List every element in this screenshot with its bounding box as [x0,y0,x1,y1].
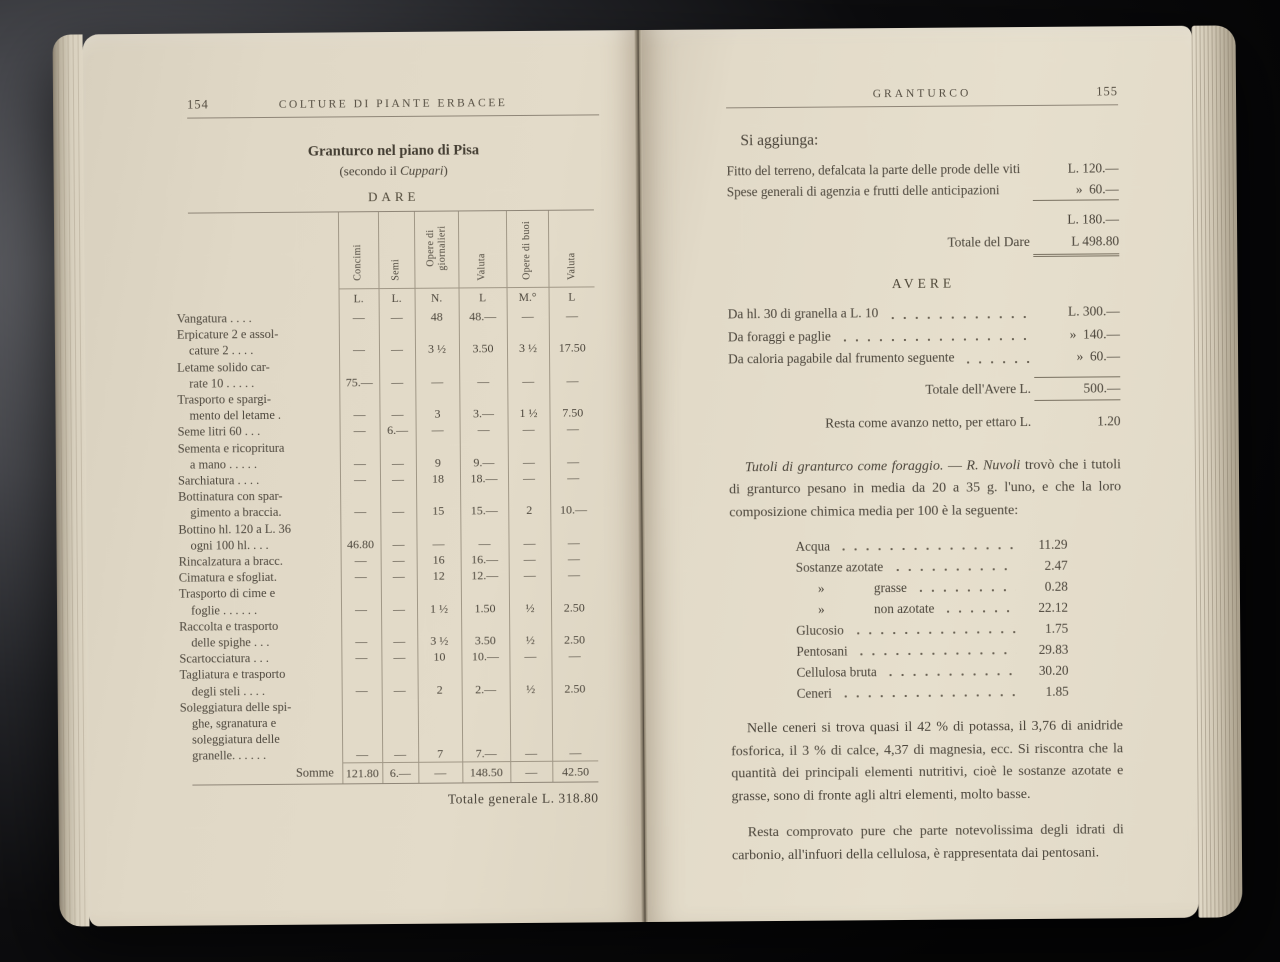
table-cell: 15.— [460,486,508,519]
table-cell: — [340,471,380,488]
resta-label: Resta come avanzo netto, per ettaro L. [825,413,1035,431]
table-cell: — [550,421,596,438]
left-running-title: COLTURE DI PIANTE ERBACEE [278,97,508,111]
row-label: Erpicature 2 e assol- cature 2 . . . . [176,327,279,359]
composition-label: Glucosio [796,622,844,638]
dot-leader [885,660,1017,682]
table-cell: 1 ½ [417,584,461,617]
composition-item [796,597,1068,620]
table-cell: — [341,568,381,585]
table-cell: 3 ½ [415,325,459,358]
table-cell: — [341,585,381,618]
totale-avere-amount: 500.— [1034,376,1120,401]
table-cell: 75.— [339,358,379,391]
addition-amount: L. 120.— [1067,160,1119,176]
avere-label: Da foraggi e paglie [727,328,831,344]
unit-empty [189,289,339,311]
composition-value: 22.12 [1038,599,1069,615]
table-cell: 10.— [461,648,509,665]
table-row [189,356,595,392]
dare-table [176,209,598,785]
somme-cell: — [510,761,552,782]
row-label: Cimatura e sfogliat. [178,570,277,585]
composition-label: Acqua [795,538,831,554]
left-running-header [187,94,599,112]
table-cell: 3.— [459,389,507,422]
table-cell: — [380,438,416,471]
subtitle-close: ) [443,162,448,178]
row-label: Sarchiatura . . . . [177,473,260,488]
composition-item [795,534,1067,557]
table-cell: — [340,423,380,440]
somme-cell: 121.80 [342,763,382,784]
avere-amount: L. 300.— [1067,303,1120,319]
composition-item [797,681,1069,704]
composition-label: non azotate [873,600,935,617]
table-cell: 48.— [459,308,507,325]
composition-value: 30.20 [1038,662,1069,678]
table-cell: — [341,617,381,650]
composition-item [796,639,1068,662]
page-edge-stack-right [1191,25,1242,917]
avere-label: Da caloria pagabile dal frumento seguente [728,349,955,367]
table-cell: — [379,357,415,390]
table-cell: 2.— [461,665,509,698]
table-cell: — [550,518,596,551]
table-cell: — [381,665,417,698]
table-cell: — [340,487,380,520]
table-cell: — [416,519,460,552]
table-cell: — [507,308,549,325]
totale-generale: Totale generale L. 318.80 [447,790,599,807]
table-cell: — [549,356,595,389]
table-cell: 18 [416,471,460,488]
table-cell: 7.50 [549,388,595,421]
col-label: Concimi [352,244,364,282]
table-cell: — [381,649,417,665]
header-rule [187,114,599,118]
additions-sum-line [727,208,1119,233]
table-cell: — [507,356,549,389]
dot-leader [915,576,1016,598]
composition-label: Ceneri [796,685,832,701]
table-cell: — [379,325,415,358]
tutoli-dash: — [943,457,967,474]
table-cell: 10 [417,649,461,666]
avere-list [728,300,1121,371]
table-cell: 16.— [461,551,509,568]
table-cell: — [339,390,379,423]
composition-label: grasse [873,579,907,596]
addition-amount: » 60.— [1033,178,1119,201]
avere-line [728,345,1120,371]
row-label: Bottinatura con spar- gimento a braccia. [178,489,283,521]
table-cell: — [380,487,416,520]
avere-line [728,323,1120,349]
table-cell: 3 [415,389,459,422]
table-row [189,388,595,424]
table-cell: — [379,309,415,325]
addition-label: Fitto del terreno, defalcata la parte delle prode delle viti [726,161,1021,179]
dot-leader [840,681,1017,703]
totale-avere-line [728,376,1120,403]
composition-list [795,534,1068,704]
resta-line [729,410,1121,435]
table-cell: — [380,519,416,552]
table-cell: — [340,439,380,472]
unit-cell: M.° [507,287,549,308]
dot-leader [891,555,1016,577]
table-cell: 1 ½ [507,389,549,422]
col-head-opere-buoi [506,210,549,287]
composition-value: 2.47 [1044,557,1068,573]
composition-value: 11.29 [1038,536,1068,552]
table-cell: 10.— [550,486,596,519]
tutoli-lead: Tutoli di granturco come foraggio. [744,458,944,475]
table-row [192,696,598,764]
row-label: Tagliatura e trasporto degli steli . . . . [179,667,286,699]
col-label: Opere di buoi [521,221,533,280]
col-label: Semi [390,259,402,282]
avere-amount: » 60.— [1076,348,1121,364]
table-row [189,324,595,360]
row-label: Scartocciatura . . . [179,651,269,666]
table-cell: — [508,421,550,438]
table-cell: — [379,390,415,423]
col-head-semi [378,211,415,288]
totale-dare-label: Totale del Dare [947,233,1034,250]
left-page [83,30,642,926]
left-page-number: 154 [187,97,209,112]
table-cell: — [339,325,379,358]
table-row [191,583,597,619]
composition-item [796,618,1068,641]
additions-sum-block [727,208,1119,259]
table-cell: — [510,697,553,762]
tutoli-rest: trovò che i tutoli di granturco pesano in media da 20 a 35 g. l'uno, e che la loro composizione chimica media per 100 è la seguente: [729,456,1122,520]
additions-sum-amount: L. 180.— [1067,211,1120,227]
col-label: Opere di giornalieri [424,225,448,271]
addition-line [727,178,1119,203]
addition-label: Spese generali di agenzia e frutti delle anticipazioni [726,182,1000,200]
composition-label: Pentosani [796,643,848,659]
col-head-concimi [338,212,379,289]
dot-leader [886,301,1032,325]
header-rule [726,104,1118,108]
totale-dare-line [727,230,1119,259]
table-cell: — [459,357,507,390]
table-cell: 12.— [461,567,509,584]
table-cell: 2.50 [551,615,597,648]
ditto-mark: » [817,601,825,617]
right-running-title: GRANTURCO [872,87,972,101]
somme-cell: 6.— [382,762,418,783]
table-cell: — [508,470,550,487]
table-cell: — [551,550,597,567]
col-head-valuta-1 [458,211,507,288]
row-label: Seme litri 60 . . . [177,424,261,440]
composition-item [796,576,1068,599]
unit-cell: L. [339,289,379,310]
composition-item [796,660,1068,683]
open-book [53,25,1243,926]
table-cell: — [380,471,416,487]
table-cell: 9.— [460,438,508,471]
composition-label: Sostanze azotate [795,559,884,575]
table-cell: — [415,357,459,390]
table-row [190,518,596,554]
table-cell: 18.— [460,470,508,487]
table-cell: ½ [509,664,551,697]
table-cell: ½ [509,616,551,649]
table-cell: — [509,567,551,584]
composition-value: 1.85 [1045,683,1069,699]
tutoli-author: R. Nuvoli [966,457,1021,473]
table-cell: 3.50 [459,324,507,357]
table-cell: 1.50 [461,584,509,617]
table-cell: — [551,648,597,665]
somme-cell: 42.50 [552,761,598,782]
table-header-row [188,210,595,290]
resta-amount: 1.20 [1097,412,1121,428]
table-cell: — [552,696,599,761]
pentosani-paragraph: Resta comprovato pure che parte notevolissima degli idrati di carbonio, all'infuori della cellulosa, è rappresentata dai pentosani. [731,822,1124,863]
table-cell: — [342,698,383,763]
col-head-opere-giornalieri [414,211,459,288]
table-cell: — [381,617,417,650]
table-cell: — [381,568,417,584]
table-cell: — [381,552,417,568]
somme-cell: 148.50 [462,762,510,783]
table-cell: — [550,437,596,470]
table-cell: 2.50 [551,664,597,697]
composition-label: Cellulosa bruta [796,664,877,680]
table-cell: 2 [508,486,550,519]
composition-item [796,555,1068,578]
table-cell: 7 [418,697,463,762]
dot-leader [839,323,1032,347]
col-label: Valuta [476,252,488,281]
col-head-valuta-2 [548,210,595,287]
composition-value: 29.83 [1038,641,1069,657]
table-cell: — [381,584,417,617]
table-cell: 7.— [462,697,511,762]
table-row [190,486,596,522]
row-label: Trasporto e spargi- mento del letame . [177,391,282,423]
table-title: Granturco nel piano di Pisa [307,142,480,160]
dare-section-heading: DARE [368,188,420,205]
right-running-header [726,84,1118,102]
right-page [641,26,1198,922]
avere-line [728,300,1120,326]
table-cell: 16 [417,552,461,569]
table-cell: 12 [417,568,461,585]
avere-heading: AVERE [891,275,956,292]
table-row [191,615,597,651]
somme-row [192,761,598,785]
row-label: Bottino hl. 120 a L. 36 ogni 100 hl. . . . [178,521,292,553]
table-row [190,437,596,473]
table-cell: 2.50 [551,583,597,616]
ditto-mark: » [817,580,825,596]
label-column-head [188,212,339,290]
table-row [191,664,597,700]
table-cell: 17.50 [549,324,595,357]
row-label: Rincalzatura a bracc. [178,553,283,569]
additions-list [727,157,1119,203]
unit-cell: L. [379,288,415,309]
table-cell: — [460,422,508,439]
unit-cell: N. [415,288,459,309]
table-cell: — [416,422,460,439]
table-cell: — [549,307,595,324]
table-cell: — [382,698,419,763]
row-label: Soleggiatura delle spi- ghe, sgranatura e soleggiatura delle granelle. . . . . . [179,699,292,764]
table-cell: — [339,309,379,326]
dot-leader [856,639,1017,661]
totale-avere-label: Totale dell'Avere L. [925,380,1035,397]
table-subtitle [188,161,600,180]
dot-leader [942,597,1016,619]
table-cell: 2 [417,665,461,698]
table-cell: — [509,551,551,568]
table-cell: 3 ½ [507,324,549,357]
row-label: Raccolta e trasporto delle spighe . . . [179,618,279,650]
tutoli-paragraph [729,454,1122,525]
totale-dare-amount: L 498.80 [1033,230,1119,257]
table-cell: 3.50 [461,616,509,649]
row-label: Vangatura . . . . [176,311,252,326]
ceneri-paragraph: Nelle ceneri si trova quasi il 42 % di potassa, il 3,76 di anidride fosforica, il 3 % di calce, 4,37 di magnesia, ecc. Si riscontra che la quantità dei principali elementi nutritivi, cioè le sostanze azotate e grasse, sono di fronte agli altri elementi, molto basse. [731,718,1124,804]
table-cell: — [509,648,551,665]
row-label: Sementa e ricopritura a mano . . . . . [177,440,285,472]
dot-leader [852,618,1017,640]
row-label: Trasporto di cime e foglie . . . . . . [178,586,276,618]
somme-cell: — [418,762,462,783]
table-cell: 48 [415,308,459,325]
avere-label: Da hl. 30 di granella a L. 10 [727,305,879,322]
composition-value: 1.75 [1045,620,1069,636]
table-cell: 46.80 [340,520,380,553]
composition-value: 0.28 [1044,578,1068,594]
table-cell: — [460,519,508,552]
avere-amount: » 140.— [1069,325,1120,342]
table-cell: 9 [416,438,460,471]
table-cell: — [508,437,550,470]
table-cell: — [341,649,381,666]
table-cell: 6.— [380,422,416,438]
dot-leader [962,346,1032,369]
table-cell: — [341,666,381,699]
dot-leader [838,534,1016,556]
subtitle-author: Cuppari [400,162,444,178]
row-label: Letame solido car- rate 10 . . . . . [177,359,270,391]
table-cell: ½ [509,583,551,616]
col-label: Valuta [565,252,577,280]
table-cell: — [341,552,381,569]
right-page-number: 155 [1096,84,1119,99]
table-cell: — [508,518,550,551]
table-cell: 3 ½ [417,616,461,649]
unit-cell: L [459,288,507,309]
somme-label: Somme [192,763,342,785]
unit-cell: L [549,287,595,308]
table-cell: 15 [416,487,460,520]
table-cell: — [551,567,597,584]
subtitle-open: (secondo il [339,162,401,179]
si-aggiunga-heading: Si aggiunga: [740,131,819,150]
table-cell: — [550,469,596,486]
